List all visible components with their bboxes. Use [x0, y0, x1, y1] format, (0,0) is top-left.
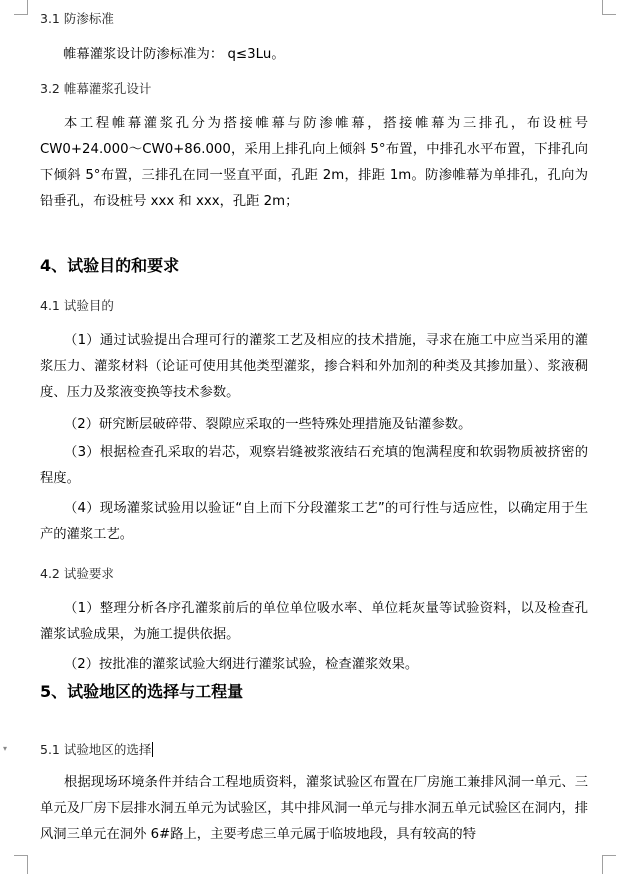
crop-mark-bottom-right-v [602, 855, 603, 874]
crop-mark-bottom-right-h [602, 855, 616, 856]
crop-mark-top-left-h [14, 14, 28, 15]
heading-5-1[interactable] [40, 740, 588, 758]
paragraph-4-1-3: （3）根据检查孔采取的岩芯，观察岩缝被浆液结石充填的饱满程度和软弱物质被挤密的程度。 [40, 445, 588, 486]
paragraph-4-1-2: （2）研究断层破碎带、裂隙应采取的一些特殊处理措施及钻灌参数。 [64, 417, 472, 432]
crop-mark-bottom-left-h [14, 855, 28, 856]
paragraph-4-2-2: （2）按批准的灌浆试验大纲进行灌浆试验，检查灌浆效果。 [64, 657, 419, 672]
paragraph-3-1: 帷幕灌浆设计防渗标准为： q≤3Lu。 [63, 47, 285, 62]
collapse-triangle-icon[interactable]: ▾ [3, 744, 8, 753]
heading-5-1-text: 5.1 试验地区的选择 [40, 742, 152, 757]
paragraph-4-2-1: （1）整理分析各序孔灌浆前后的单位单位吸水率、单位耗灰量等试验资料，以及检查孔灌浆试验成果，为施工提供依据。 [40, 601, 588, 642]
heading-3-1: 3.1 防渗标准 [40, 11, 114, 26]
crop-mark-top-right-v [602, 0, 603, 14]
crop-mark-bottom-left-v [27, 855, 28, 874]
heading-5: 5、试验地区的选择与工程量 [40, 682, 244, 701]
paragraph-3-2: 本工程帷幕灌浆孔分为搭接帷幕与防渗帷幕，搭接帷幕为三排孔，布设桩号CW0+24.000～CW0+86.000，采用上排孔向上倾斜 5°布置，中排孔水平布置，下排孔向下倾斜 5°布置，三排孔在同一竖直平面，孔距 2m，排距 1m。防渗帷幕为单排孔，孔向为铅垂孔，布设桩号 xxx 和 xxx，孔距 2m； [40, 116, 588, 209]
heading-4: 4、试验目的和要求 [40, 256, 180, 275]
paragraph-4-1-1: （1）通过试验提出合理可行的灌浆工艺及相应的技术措施，寻求在施工中应当采用的灌浆压力、灌浆材料（论证可使用其他类型灌浆，掺合料和外加剂的种类及其掺加量）、浆液稠度、压力及浆液变换等技术参数。 [40, 333, 588, 400]
paragraph-4-1-4: （4）现场灌浆试验用以验证“自上而下分段灌浆工艺”的可行性与适应性，以确定用于生产的灌浆工艺。 [40, 501, 588, 542]
heading-3-2: 3.2 帷幕灌浆孔设计 [40, 81, 152, 96]
crop-mark-top-right-h [602, 14, 616, 15]
crop-mark-top-left-v [27, 0, 28, 14]
heading-4-2: 4.2 试验要求 [40, 566, 114, 581]
heading-4-1: 4.1 试验目的 [40, 298, 114, 313]
text-cursor [152, 742, 153, 757]
paragraph-5-1: 根据现场环境条件并结合工程地质资料，灌浆试验区布置在厂房施工兼排风洞一单元、三单元及厂房下层排水洞五单元为试验区，其中排风洞一单元与排水洞五单元试验区在洞内，排风洞三单元在洞外 6#路上，主要考虑三单元属于临坡地段，具有较高的特 [40, 775, 588, 842]
